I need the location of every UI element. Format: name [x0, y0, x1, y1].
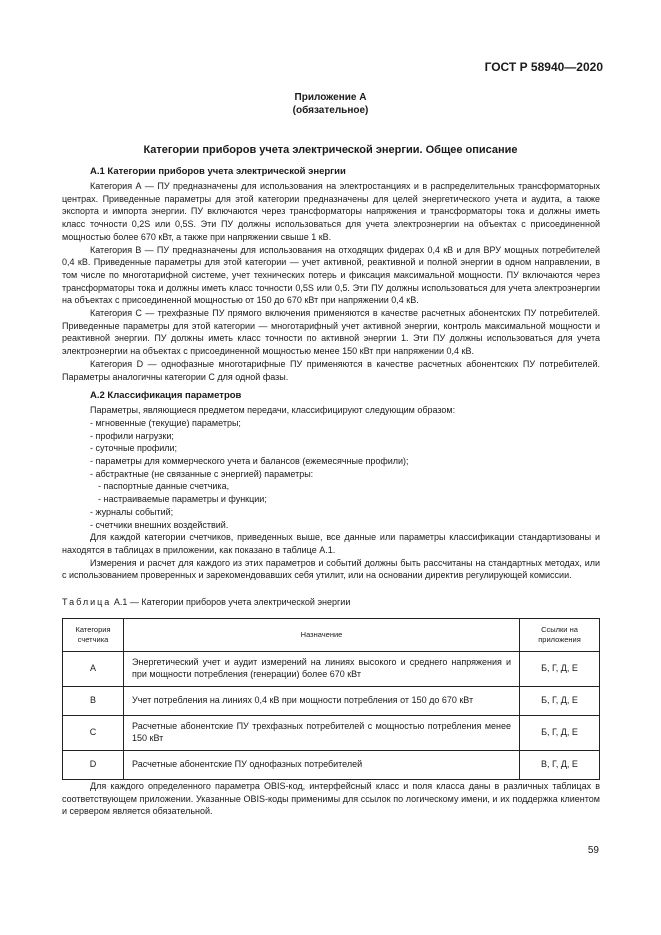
table-caption-text: А.1 — Категории приборов учета электрической энергии [113, 597, 351, 608]
cell-purpose: Энергетический учет и аудит измерений на линиях высокого и среднего напряжения и при мощности потребления (генерации) более 670 кВт [124, 651, 520, 686]
appendix-subtitle: (обязательное) [292, 105, 369, 116]
header-references: Ссылки на приложения [520, 618, 600, 651]
cell-references: Б, Г, Д, Е [520, 686, 600, 715]
list-item: - журналы событий; [90, 506, 174, 517]
document-header: ГОСТ Р 58940—2020 [484, 60, 603, 74]
section-a1-heading: А.1 Категории приборов учета электрической энергии [90, 166, 346, 177]
table-caption [62, 596, 600, 609]
sub-list-item: - настраиваемые параметры и функции; [98, 494, 267, 505]
list-item: - абстрактные (не связанные с энергией) параметры: [90, 468, 314, 479]
table-caption-prefix: Таблица [62, 597, 112, 608]
list-item: - мгновенные (текущие) параметры; [90, 417, 241, 428]
cell-references: В, Г, Д, Е [520, 750, 600, 779]
document-body [62, 164, 600, 818]
list-item: - суточные профили; [90, 443, 178, 454]
list-item: - счетчики внешних воздействий. [90, 519, 229, 530]
header-category: Категория счетчика [63, 618, 124, 651]
table-row [63, 715, 600, 750]
appendix-title: Приложение А [294, 92, 367, 103]
paragraph-category-d: Категория D — однофазные многотарифные ПУ применяются в качестве расчетных абонентских ПУ потребителей. Параметры аналогичны категории С для одной фазы. [62, 358, 600, 382]
cell-category: А [63, 651, 124, 686]
header-purpose: Назначение [124, 618, 520, 651]
cell-purpose: Расчетные абонентские ПУ трехфазных потребителей с мощностью потребления менее 150 кВт [124, 715, 520, 750]
classification-paragraph: Измерения и расчет для каждого из этих параметров и событий должны быть рассчитаны на стандартных методах, или с использованием проверенных и зарекомендовавших себя утилит, или на основании директив регулирующей комиссии. [62, 557, 600, 581]
classification-list [62, 417, 600, 531]
classification-intro: Параметры, являющиеся предметом передачи, классифицируют следующим образом: [90, 405, 456, 416]
categories-table [62, 618, 600, 780]
cell-purpose: Расчетные абонентские ПУ однофазных потребителей [124, 750, 520, 779]
cell-category: В [63, 686, 124, 715]
table-row [63, 651, 600, 686]
table-row [63, 686, 600, 715]
cell-category: С [63, 715, 124, 750]
page-number: 59 [587, 845, 599, 856]
list-item: - параметры для коммерческого учета и балансов (ежемесячные профили); [90, 456, 409, 467]
paragraph-category-a: Категория А — ПУ предназначены для использования на электростанциях и в распределительных трансформаторных центрах. Приведенные параметры для этой категории предназначены для целей энергетического учета и аудита, а также экспорта и импорта энергии. ПУ включаются через трансформаторы напряжения и трансформаторы тока и должны иметь класс точности 0,2S или 0,5S. Эти ПУ должны использоваться для учета электроэнергии на объектах с присоединенной мощностью более 670 кВт, а также при напряжении свыше 1 кВ. [62, 181, 600, 242]
classification-paragraph: Для каждой категории счетчиков, приведенных выше, все данные или параметры классификации стандартизованы и находятся в таблицах в приложении, как показано в таблице А.1. [62, 532, 600, 555]
cell-references: Б, Г, Д, Е [520, 715, 600, 750]
cell-category: D [63, 750, 124, 779]
paragraph-category-c: Категория С — трехфазные ПУ прямого включения применяются в качестве расчетных абонентских ПУ потребителей. Приведенные параметры для этой категории — многотарифный учет активной энергии, контроль максимальной мощности и реактивной энергии. ПУ должны иметь класс точности по активной энергии 1. Эти ПУ должны использоваться для учета электроэнергии на объектах с присоединенной мощностью менее 150 кВт при напряжении 0,4 кВ. [62, 308, 600, 357]
closing-paragraph: Для каждого определенного параметра OBIS-код, интерфейсный класс и поля класса даны в различных таблицах в соответствующем приложении. Указанные OBIS-коды применимы для ссылок по логическому имени, и их поддержка клиентом и сервером является обязательной. [62, 780, 600, 817]
cell-references: Б, Г, Д, Е [520, 651, 600, 686]
section-a2-heading: А.2 Классификация параметров [90, 390, 242, 402]
appendix-title-block [0, 91, 661, 117]
paragraph-category-b: Категория В — ПУ предназначены для использования на отходящих фидерах 0,4 кВ и для ВРУ мощных потребителей 0,4 кВ. Приведенные параметры для этой категории — учет активной, реактивной и полной энергии в одном направлении, в том числе по многотарифной системе, учет технических потерь и фиксация максимальной мощности. ПУ включаются через трансформаторы тока и должны иметь класс точности 0,5S или 0,5. Эти ПУ должны использоваться для учета электроэнергии на объектах с присоединенной мощностью от 150 до 670 кВт при напряжении 0,4 кВ. [62, 244, 600, 306]
main-title: Категории приборов учета электрической энергии. Общее описание [143, 144, 518, 156]
table-header-row [63, 618, 600, 651]
sub-list-item: - паспортные данные счетчика, [98, 481, 230, 492]
table-row [63, 750, 600, 779]
list-item: - профили нагрузки; [90, 430, 174, 441]
cell-purpose: Учет потребления на линиях 0,4 кВ при мощности потребления от 150 до 670 кВт [124, 686, 520, 715]
